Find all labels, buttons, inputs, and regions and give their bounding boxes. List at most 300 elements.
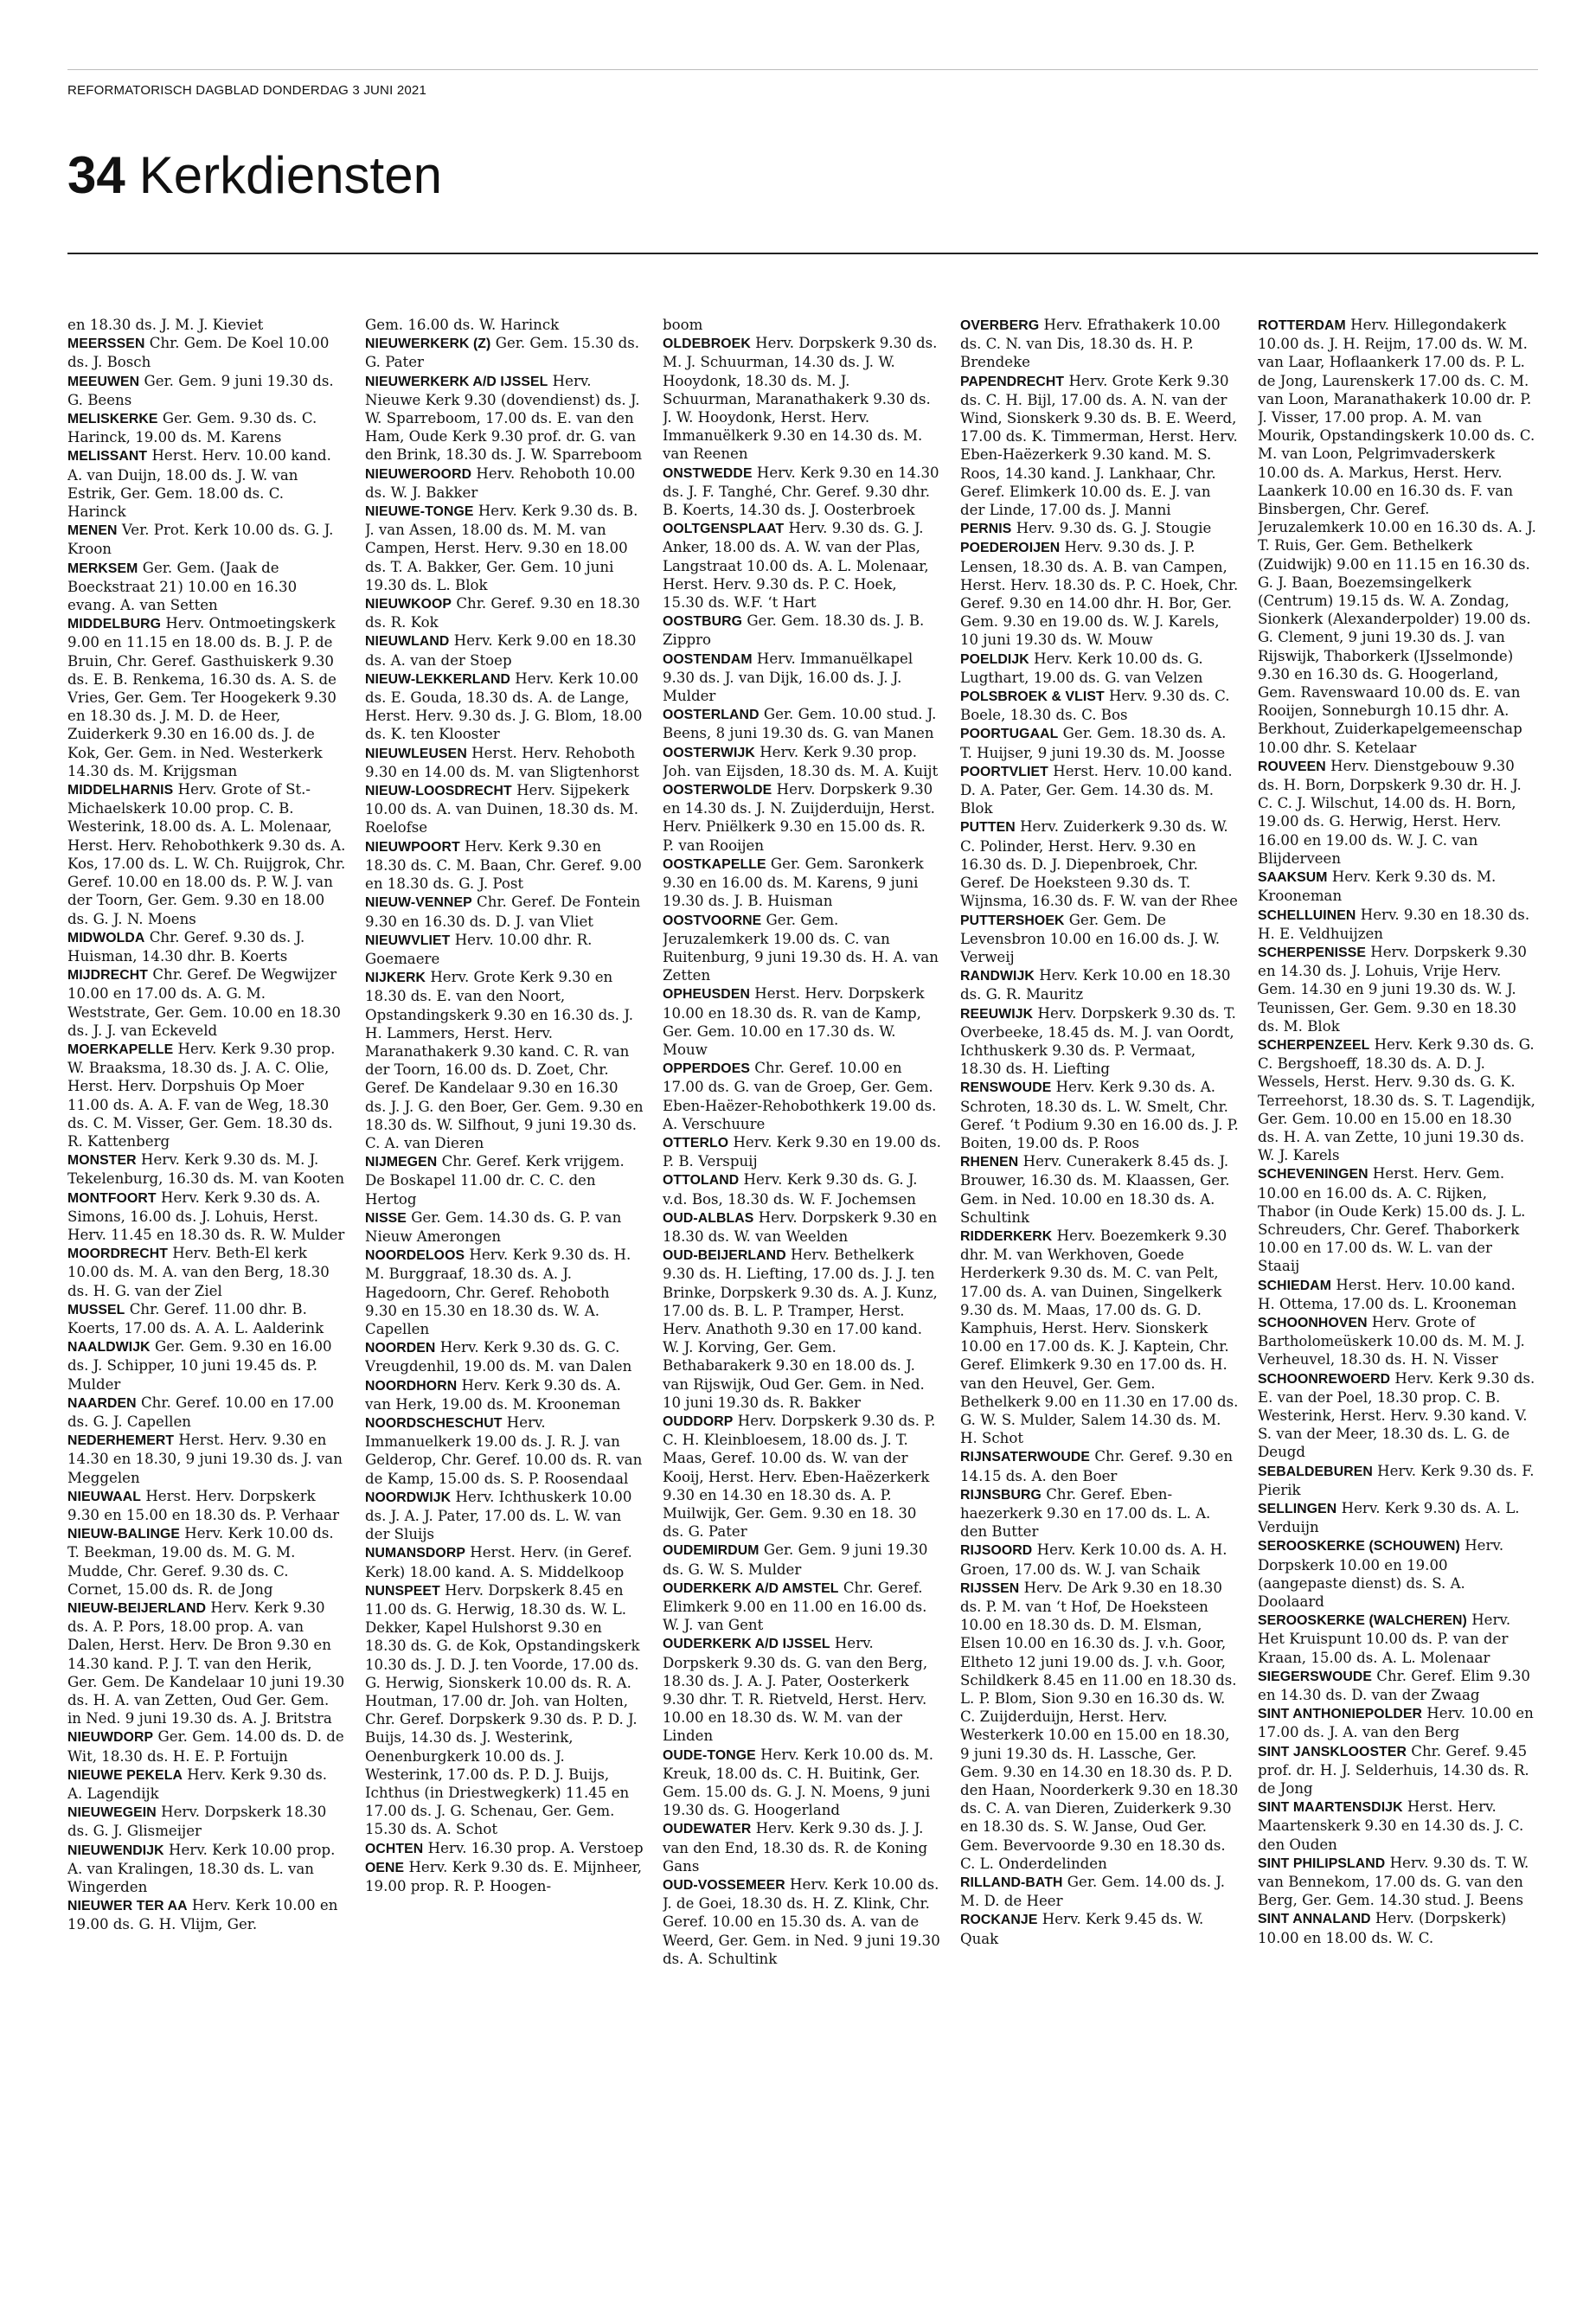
service-details: Herv. 10.00 en 17.00 ds. J. A. van den Berg [1258,1705,1534,1741]
service-details: Ger. Gem. 9 juni 19.30 ds. G. W. S. Mulder [663,1541,928,1578]
place-name: POELDIJK [960,651,1029,667]
place-name: MEEUWEN [67,374,140,389]
place-name: SCHERPENISSE [1258,945,1366,960]
place-name: RILLAND-BATH [960,1875,1063,1891]
listing-entry [365,316,644,334]
listing-entry [663,1059,941,1133]
column-1 [67,316,346,2279]
service-details: Herst. Herv. Dorpskerk 10.00 en 18.30 ds. R. van de Kamp, Ger. Gem. 10.00 en 17.30 ds. W. Mouw [663,985,925,1058]
listing-entry [67,1337,346,1394]
top-rule [67,69,1538,70]
listing-entry [365,1543,644,1580]
service-details: Herv. Dorpskerk 10.00 en 19.00 (aangepaste dienst) ds. S. A. Doolaard [1258,1537,1504,1611]
listing-entry [67,1896,346,1933]
listing-entry [663,984,941,1059]
service-details: Herv. Kerk 9.30 ds. A. P. Pors, 18.00 prop. A. van Dalen, Herst. Herv. De Bron 9.30 en 14.30 kand. P. J. T. van den Herik, Ger. Gem. De Kandelaar 10 juni 19.30 ds. H. A. van Zetten, Oud Ger. Gem. in Ned. 9 juni 19.30 ds. A. J. Britstra [67,1599,345,1727]
service-details: Herv. Dorpskerk 9.30 ds. G. van den Berg, 18.30 ds. J. A. J. Pater, Oosterkerk 9.30 dhr. T. R. Rietveld, Herst. Herv. 10.00 en 18.30 ds. W. M. van der Linden [663,1635,928,1745]
place-name: OUD-ALBLAS [663,1210,754,1226]
listing-entry [663,334,941,463]
service-details: Herv. Nieuwe Kerk 9.30 (dovendienst) ds. J. W. Sparreboom, 17.00 ds. E. van den Ham, Oude Kerk 9.30 prof. dr. G. van den Brink, 18.30 ds. J. W. Sparreboom [365,372,643,464]
listing-entry [1258,1369,1536,1462]
place-name: OUDERKERK A/D IJSSEL [663,1637,830,1652]
place-name: NIEUWERKERK A/D IJSSEL [365,374,548,389]
place-name: OUDDORP [663,1413,734,1429]
service-details: Chr. Geref. 9.30 en 14.15 ds. A. den Boer [960,1448,1234,1484]
service-details: Herv. Kerk 10.00 ds. M. Kreuk, 18.00 ds. C. H. Buitink, Ger. Gem. 15.00 ds. G. J. N. Moens, 9 juni 19.30 ds. G. Hoogerland [663,1746,934,1819]
service-details: Chr. Geref. Eben-haezerkerk 9.30 en 17.00 ds. L. A. den Butter [960,1485,1211,1541]
place-name: NIEUW-BEIJERLAND [67,1601,207,1617]
place-name: PUTTEN [960,820,1016,836]
place-name: NIEUWLEUSEN [365,746,467,761]
listing-entry [663,519,941,612]
place-name: NIEUWEGEIN [67,1805,157,1821]
listing-entry [1258,1611,1536,1667]
place-name: NIEUWE-TONGE [365,504,474,520]
listing-entry [960,538,1239,649]
place-name: REEUWIJK [960,1006,1034,1022]
service-details: Herv. 9.30 ds. C. Boele, 18.30 ds. C. Bos [960,688,1230,724]
listing-entry [663,1133,941,1170]
service-details: Herst. Herv. 9.30 en 14.30 en 18.30, 9 juni 19.30 ds. J. van Meggelen [67,1432,343,1486]
column-4 [960,316,1239,2279]
place-name: MEERSSEN [67,336,145,352]
service-details: Herv. Kerk 9.30 ds. A. L. Verduijn [1258,1500,1520,1536]
service-details: Herv. Dorpskerk 9.30 en 14.30 ds. J. Lohuis, Vrije Herv. Gem. 14.30 en 9 juni 19.30 ds. W. J. Teunissen, Ger. Gem. 9.30 en 18.30 ds. M. Blok [1258,943,1527,1035]
service-details: Herv. Sijpekerk 10.00 ds. A. van Duinen, 18.30 ds. M. Roelofse [365,782,639,836]
place-name: SINT JANSKLOOSTER [1258,1744,1407,1759]
service-details: Herv. Rehoboth 10.00 ds. W. J. Bakker [365,465,636,501]
place-name: MENEN [67,523,118,539]
place-name: NIEUW-LOOSDRECHT [365,784,512,799]
service-details: Herv. 9.30 ds. T. W. van Bennekom, 17.00 ds. G. van den Berg, Ger. Gem. 14.30 stud. J. Beens [1258,1854,1529,1909]
service-details: Herst. Herv. 10.00 kand. A. van Duijn, 18.00 ds. J. W. van Estrik, Ger. Gem. 18.00 ds. C. Harinck [67,447,331,521]
listing-entry [1258,1164,1536,1275]
service-details: Herv. Kerk 9.30 ds. G. C. Bergshoeff, 18.30 ds. A. D. J. Wessels, Herst. Herv. 9.30 ds. G. K. Terreehorst, 18.30 ds. S. T. Lagendijk, Ger. Gem. 10.00 en 15.00 en 18.30 ds. H. A. van Zette, 10 juni 19.30 ds. W. J. Karels [1258,1035,1535,1164]
listing-entry [1258,943,1536,1035]
service-details: Herv. Kerk 9.30 ds. A. Simons, 16.00 ds. J. Lohuis, Herst. Herv. 11.45 en 18.30 ds. R. W. Mulder [67,1189,345,1243]
place-name: SCHOONREWOERD [1258,1371,1391,1387]
service-details: Ver. Prot. Kerk 10.00 ds. G. J. Kroon [67,522,334,558]
service-details: Herv. Kerk 10.00 en 19.00 ds. G. H. Vlijm, Ger. [67,1897,338,1933]
place-name: RIJNSATERWOUDE [960,1450,1091,1465]
place-name: NOORDEN [365,1341,436,1356]
listing-entry [365,744,644,781]
service-details: Ger. Gem. Saronkerk 9.30 en 16.00 ds. M. Karens, 9 juni 19.30 ds. J. B. Huisman [663,855,924,910]
service-details: Ger. Gem. 18.30 ds. J. B. Zippro [663,612,925,649]
place-name: OUDEMIRDUM [663,1543,760,1559]
listing-entry [1258,1667,1536,1704]
place-name: OOSTENDAM [663,651,753,667]
service-details: Herv. Dorpskerk 9.30 ds. T. Overbeeke, 18.45 ds. M. J. van Oordt, Ichthuskerk 9.30 ds. P. Vermaat, 18.30 ds. H. Liefting [960,1004,1236,1078]
listing-entry [960,911,1239,967]
listing-entry [960,1910,1239,1947]
place-name: NEDERHEMERT [67,1433,175,1449]
service-details: boom [663,317,703,333]
service-details: Ger. Gem. 9 juni 19.30 ds. G. Beens [67,372,334,408]
listing-entry [67,1766,346,1803]
place-name: PAPENDRECHT [960,374,1065,389]
place-name: NOORDELOOS [365,1248,465,1264]
place-name: OOSTERWIJK [663,745,755,760]
listing-entry [1258,1704,1536,1741]
service-details: Herv. Grote Kerk 9.30 en 18.30 ds. E. van den Noort, Opstandingskerk 9.30 en 16.30 ds. J. H. Lammers, Herst. Herv. Maranathakerk 9.30 kand. C. R. van der Toorn, 16.00 ds. D. Zoet, Chr. Geref. De Kandelaar 9.30 en 16.30 ds. J. J. G. den Boer, Ger. Gem. 9.30 en 18.30 ds. W. Silfhout, 9 juni 19.30 ds. C. A. van Dieren [365,969,644,1151]
place-name: MIDDELHARNIS [67,783,174,798]
place-name: NIEUWENDIJK [67,1843,164,1858]
listing-entry [67,1431,346,1487]
service-details: Herv. Kerk 10.00 en 18.30 ds. G. R. Mauritz [960,967,1231,1003]
listing-entry [365,781,644,837]
service-details: Herv. Kerk 10.00 ds. T. Beekman, 19.00 ds. M. G. M. Mudde, Chr. Geref. 9.30 ds. C. Cornet, 15.00 ds. R. de Jong [67,1525,334,1598]
listing-entry [67,559,346,615]
service-details: Herv. (Dorpskerk) 10.00 en 18.00 ds. W. C. [1258,1910,1507,1946]
listing-entry [663,1875,941,1968]
place-name: OCHTEN [365,1841,424,1856]
listing-entry [67,1189,346,1245]
service-details: Herv. 9.30 ds. G. J. Anker, 18.00 ds. A. W. van der Plas, Langstraat 10.00 ds. A. L. Molenaar, Herst. Herv. 9.30 ds. P. C. Hoek, 15.30 ds. W.F. ‘t Hart [663,520,929,612]
listing-entry [1258,1499,1536,1536]
section-title: Kerkdiensten [138,146,442,204]
service-details: Herst. Herv. 10.00 kand. H. Ottema, 17.00 ds. L. Krooneman [1258,1276,1517,1312]
place-name: OTTERLO [663,1135,729,1150]
place-name: RIJNSBURG [960,1487,1042,1503]
service-details: Herv. Cunerakerk 8.45 ds. J. Brouwer, 16.30 ds. M. Klaassen, Ger. Gem. in Ned. 10.00 en 18.30 ds. A. Schultink [960,1153,1230,1226]
listing-entry [365,1376,644,1413]
service-details: Herv. Kerk 9.30 ds. M. Krooneman [1258,868,1497,905]
place-name: NIEUWKOOP [365,597,452,612]
service-details: Herv. Hillegondakerk 10.00 ds. J. H. Reijm, 17.00 ds. W. M. van Laar, Hoflaankerk 17.00 ds. P. L. de Jong, Laurenskerk 17.00 ds. C. M. van Loon, Maranathakerk 10.00 dr. P. J. Visser, 17.00 prop. A. M. van Mourik, Opstandingskerk 10.00 ds. C. M. van Loon, Pelgrimvaderskerk 10.00 ds. A. Markus, Herst. Herv. Laankerk 10.00 en 16.30 ds. F. van Binsbergen, Chr. Geref. Jeruzalemkerk 10.00 en 16.30 ds. A. J. T. Ruis, Ger. Gem. Bethelkerk (Zuidwijk) 9.00 en 11.15 en 16.30 ds. G. J. Baan, Boezemsingelkerk (Centrum) 19.15 ds. W. A. Zondag, Sionkerk (Alexanderpolder) 19.00 ds. G. Clement, 9 juni 19.30 ds. J. van Rijswijk, Thaborkerk (IJsselmonde) 9.30 en 16.30 ds. G. Hoogerland, Gem. Ravenswaard 10.00 ds. E. van Rooijen, Sonneburgh 10.15 dhr. A. Berkhout, Zuiderkapelgemeenschap 10.00 dhr. S. Ketelaar [1258,317,1536,756]
place-name: POLSBROEK & VLIST [960,689,1105,705]
service-details: Herv. Kerk 9.30 ds. J. J. van den End, 18.30 ds. R. de Koning Gans [663,1820,928,1875]
service-details: Herst. Herv. Rehoboth 9.30 en 14.00 ds. M. van Sligtenhorst [365,744,639,780]
service-details: Chr. Geref. 9.30 en 18.30 ds. R. Kok [365,595,640,631]
service-details: Herst. Herv. (in Geref. Kerk) 18.00 kand. A. S. Middelkoop [365,1544,632,1580]
place-name: OPPERDOES [663,1061,750,1077]
place-name: SEROOSKERKE (WALCHEREN) [1258,1613,1467,1629]
place-name: SCHOONHOVEN [1258,1315,1368,1330]
listing-entry [365,631,644,669]
listing-entry [960,966,1239,1003]
service-details: Ger. Gem. 10.00 stud. J. Beens, 8 juni 19.30 ds. G. van Manen [663,706,937,742]
service-details: Herv. Kerk 9.30 ds. B. J. van Assen, 18.00 ds. M. M. van Campen, Herst. Herv. 9.30 en 18.00 ds. T. A. Bakker, Ger. Gem. 10 juni 19.30 ds. L. Blok [365,503,638,593]
place-name: SINT ANTHONIEPOLDER [1258,1707,1423,1722]
listing-entry [1258,1536,1536,1611]
masthead: REFORMATORISCH DAGBLAD DONDERDAG 3 JUNI 2021 [67,83,426,98]
place-name: SAAKSUM [1258,870,1328,886]
service-details: Herv. Kerk 9.30 en 19.00 ds. P. B. Verspuij [663,1133,941,1170]
place-name: NAALDWIJK [67,1340,151,1356]
listing-entry [663,464,941,520]
place-name: NOORDSCHESCHUT [365,1415,503,1431]
service-details: Ger. Gem. 9.30 ds. C. Harinck, 19.00 ds. M. Karens [67,410,317,446]
page-number: 34 [67,146,125,204]
place-name: NIEUW-VENNEP [365,895,472,911]
place-name: NIEUWLAND [365,634,450,650]
listing-entry [1258,1035,1536,1164]
service-details: Chr. Geref. 9.30 ds. J. Huisman, 14.30 dhr. B. Koerts [67,928,305,965]
listing-entry [960,687,1239,724]
listing-entry [67,1599,346,1727]
service-details: Herst. Herv. 10.00 kand. D. A. Pater, Ger. Gem. 14.30 ds. M. Blok [960,762,1233,817]
service-details: Herv. Immanuëlkapel 9.30 ds. J. van Dijk, 16.00 ds. J. J. Mulder [663,650,913,705]
service-details: Herv. Boezemkerk 9.30 dhr. M. van Werkhoven, Goede Herderkerk 9.30 ds. M. C. van Pelt, 17.00 ds. A. van Duinen, Singelkerk 9.30 ds. M. Maas, 17.00 ds. G. D. Kamphuis, Herst. Herv. Sionskerk 10.00 en 17.00 ds. K. J. Kaptein, Chr. Geref. Elimkerk 9.30 en 17.00 ds. H. van den Heuvel, Ger. Gem. Bethelkerk 9.00 en 11.30 en 17.00 ds. G. W. S. Mulder, Salem 14.30 ds. M. H. Schot [960,1227,1239,1447]
service-details: en 18.30 ds. J. M. J. Kieviet [67,317,264,333]
place-name: MERKSEM [67,561,138,576]
place-name: SCHERPENZEEL [1258,1037,1370,1053]
place-name: NIEUWDORP [67,1730,154,1746]
place-name: NAARDEN [67,1395,137,1411]
service-details: Herst. Herv. Gem. 10.00 en 16.00 ds. A. C. Rijken, Thabor (in Oude Kerk) 15.00 ds. J. L. Schreuders, Chr. Geref. Thaborkerk 10.00 en 17.00 ds. W. L. van der Staaij [1258,1165,1526,1275]
place-name: MELISKERKE [67,412,158,427]
service-details: Herv. Kerk 9.30 ds. A. Lagendijk [67,1766,328,1803]
place-name: OPHEUSDEN [663,987,750,1003]
listing-entry [67,1803,346,1840]
place-name: ROTTERDAM [1258,318,1346,333]
place-name: MONSTER [67,1153,137,1169]
listing-entry [365,670,644,744]
service-details: Chr. Geref. 9.45 prof. dr. H. J. Selderhuis, 14.30 ds. R. de Jong [1258,1742,1529,1798]
listing-entry [67,780,346,928]
place-name: NOORDWIJK [365,1490,452,1505]
place-name: SINT MAARTENSDIJK [1258,1800,1403,1816]
service-details: Herv. Immanuelkerk 19.00 ds. J. R. J. van Gelderop, Chr. Geref. 10.00 ds. R. van de Kamp, 15.00 ds. S. P. Roosendaal [365,1413,643,1487]
listing-entry [67,316,346,334]
place-name: OOLTGENSPLAAT [663,522,785,537]
service-details: Chr. Geref. De Fontein 9.30 en 16.30 ds. D. J. van Vliet [365,894,641,930]
service-details: Herv. Kerk 9.45 ds. W. Quak [960,1911,1204,1947]
place-name: MIDDELBURG [67,617,162,632]
listing-entry [663,1746,941,1820]
place-name: OOSTVOORNE [663,913,762,928]
service-details: Herv. De Ark 9.30 en 18.30 ds. P. M. van ‘t Hof, De Hoeksteen 10.00 en 18.30 ds. D. M. Elsman, Elsen 10.00 en 16.30 ds. J. v.h. Goor, Eltheto 12 juni 19.00 ds. J. v.h. Goor, Schildkerk 8.45 en 11.00 en 18.30 ds. L. P. Blom, Sion 9.30 en 16.30 ds. W. C. Zuijderduijn, Herst. Herv. Westerkerk 10.00 en 15.00 en 18.30, 9 juni 19.30 ds. H. Lassche, Ger. Gem. 9.30 en 14.30 en 18.30 ds. P. D. den Haan, Noorderkerk 9.30 en 18.30 ds. C. A. van Dieren, Zuiderkerk 9.30 en 18.30 ds. S. W. Janse, Oud Ger. Gem. Bevervoorde 9.30 en 18.30 ds. C. L. Onderdelinden [960,1579,1239,1872]
service-details: Herv. Dorpskerk 9.30 ds. P. C. H. Kleinbloesem, 18.00 ds. J. T. Maas, Geref. 10.00 ds. W. van der Kooij, Herst. Herv. Eben-Haëzerkerk 9.30 en 14.30 en 18.30 ds. A. P. Muilwijk, Ger. Gem. 9.30 en 18. 30 ds. G. Pater [663,1412,936,1541]
listing-entry [365,1152,644,1208]
place-name: RIJSOORD [960,1543,1033,1559]
place-name: MONTFOORT [67,1190,157,1206]
service-details: Herv. Kerk 9.30 en 18.30 ds. C. M. Baan, Chr. Geref. 9.00 en 18.30 ds. G. J. Post [365,837,642,893]
place-name: NOORDHORN [365,1378,458,1394]
service-details: Herv. Kerk 10.00 ds. G. Lugthart, 19.00 ds. G. van Velzen [960,650,1203,686]
place-name: OUD-BEIJERLAND [663,1248,786,1264]
place-name: NISSE [365,1210,407,1226]
place-name: RANDWIJK [960,969,1035,984]
column-3 [663,316,941,2279]
place-name: ROUVEEN [1258,759,1326,774]
service-details: Ger. Gem. 14.00 ds. D. de Wit, 18.30 ds. H. E. P. Fortuijn [67,1728,344,1765]
service-details: Herv. Kerk 9.30 prop. Joh. van Eijsden, 18.30 ds. M. A. Kuijt [663,743,939,779]
service-details: Herv. Dorpskerk 9.30 ds. M. J. Schuurman, 14.30 ds. J. W. Hooydonk, 18.30 ds. M. J. Schuurman, Maranathakerk 9.30 ds. J. W. Hooydonk, Herst. Herv. Immanuëlkerk 9.30 en 14.30 ds. M. van Reenen [663,335,938,463]
service-details: Gem. 16.00 ds. W. Harinck [365,317,560,333]
place-name: OOSTERWOLDE [663,783,772,798]
place-name: OVERBERG [960,318,1040,333]
listing-entry [365,465,644,502]
place-name: OUDE-TONGE [663,1747,756,1763]
service-details: Herv. Kerk 9.30 ds. A. van Herk, 19.00 ds. M. Krooneman [365,1376,621,1413]
service-details: Herv. Dienstgebouw 9.30 ds. H. Born, Dorpskerk 9.30 dr. H. J. C. C. J. Wilschut, 14.00 ds. H. Born, 19.00 ds. G. Herwig, Herst. Herv. 16.00 en 19.00 ds. W. J. C. van Blijderveen [1258,757,1522,867]
listing-entry [67,614,346,780]
place-name: POEDEROIJEN [960,541,1061,556]
listing-entry [663,612,941,649]
listing-entry [663,1634,941,1745]
service-details: Herv. Dorpskerk 8.45 en 11.00 ds. G. Herwig, 18.30 ds. W. L. Dekker, Kapel Hulshorst 9.30 en 18.30 ds. G. de Kok, Opstandingskerk 10.30 ds. J. D. J. ten Voorde, 17.00 ds. G. Herwig, Sionskerk 10.00 ds. R. A. Houtman, 17.00 dr. Joh. van Holten, Chr. Geref. Dorpskerk 9.30 ds. P. D. J. Buijs, 14.30 ds. J. Westerink, Oenenburgkerk 10.00 ds. J. Westerink, 17.00 ds. P. D. J. Buijs, Ichthus (in Driestwegkerk) 11.45 en 17.00 ds. J. G. Schenau, Ger. Gem. 15.30 ds. A. Schot [365,1581,640,1838]
listing-entry [663,1170,941,1208]
service-details: Herv. Kerk 9.30 ds. G. J. v.d. Bos, 18.30 ds. W. F. Jochemsen [663,1171,918,1208]
service-details: Chr. Geref. Elimkerk 9.00 en 11.00 en 16.00 ds. W. J. van Gent [663,1579,927,1634]
service-details: Herv. Zuiderkerk 9.30 ds. W. C. Polinder, Herst. Herv. 9.30 en 16.30 ds. D. J. Diepenbroek, Chr. Geref. De Hoeksteen 9.30 ds. T. Wijnsma, 16.30 ds. F. W. van der Rhee [960,818,1238,910]
service-details: Herv. Kerk 9.30 ds. E. Mijnheer, 19.00 prop. R. P. Hoogen- [365,1858,643,1895]
listing-entry [67,1040,346,1150]
place-name: MIDWOLDA [67,930,145,945]
listing-entry [365,1413,644,1488]
service-details: Herv. Kerk 9.00 en 18.30 ds. A. van der Stoep [365,632,637,669]
listing-entry [663,911,941,985]
service-details: Ger. Gem. 14.00 ds. J. M. D. de Heer [960,1874,1225,1910]
listing-entry [960,1485,1239,1541]
listing-entry [1258,1909,1536,1946]
service-details: Herv. Ontmoetingskerk 9.00 en 11.15 en 18.00 ds. B. J. P. de Bruin, Chr. Geref. Gasthuiskerk 9.30 ds. E. B. Renkema, 16.30 ds. A. S. de Vries, Ger. Gem. Ter Hoogekerk 9.30 en 18.30 ds. J. M. D. de Heer, Zuiderkerk 9.30 en 16.00 ds. J. de Kok, Ger. Gem. in Ned. Westerkerk 14.30 ds. M. Krijgsman [67,615,337,779]
place-name: NUMANSDORP [365,1546,465,1561]
column-5 [1258,316,1536,2279]
service-details: Herv. Kerk 9.30 ds. F. Pierik [1258,1462,1535,1498]
listing-entry [663,855,941,911]
service-details: Chr. Geref. 11.00 dhr. B. Koerts, 17.00 ds. A. A. L. Aalderink [67,1300,324,1336]
place-name: SIEGERSWOUDE [1258,1669,1372,1684]
listing-entry [960,650,1239,687]
service-details: Ger. Gem. (Jaak de Boeckstraat 21) 10.00 en 16.30 evang. A. van Setten [67,559,298,614]
service-details: Herv. 9.30 ds. G. J. Stougie [1016,520,1212,537]
service-details: Ger. Gem. Jeruzalemkerk 19.00 ds. C. van Ruitenburg, 9 juni 19.30 ds. H. A. van Zetten [663,911,939,984]
place-name: RIJSSEN [960,1580,1020,1596]
service-details: Herv. Grote of St.-Michaelskerk 10.00 prop. C. B. Westerink, 18.00 ds. A. L. Molenaar, Herst. Herv. Rehobothkerk 9.30 ds. A. Kos, 17.00 ds. L. W. Ch. Ruijgrok, Chr. Geref. 10.00 en 18.00 ds. P. W. J. van der Toorn, Ger. Gem. 9.30 en 18.00 ds. G. J. N. Moens [67,781,346,927]
service-details: Chr. Geref. Kerk vrijgem. De Boskapel 11.00 dr. C. C. den Hertog [365,1153,625,1208]
listing-entry [67,928,346,965]
place-name: POORTVLIET [960,764,1048,779]
place-name: NIEUWE PEKELA [67,1767,183,1783]
service-details: Herv. Grote Kerk 9.30 ds. C. H. Bijl, 17.00 ds. A. N. van der Wind, Sionskerk 9.30 ds. B. E. Weerd, 17.00 ds. K. Timmerman, Herst. Herv. Eben-Haëzerkerk 9.30 kand. M. S. Roos, 14.30 kand. J. Lankhaar, Chr. Geref. Elimkerk 10.00 ds. E. J. van der Linde, 17.00 ds. J. Manni [960,372,1238,519]
service-details: Herv. Dorpskerk 9.30 en 14.30 ds. J. N. Zuijderduijn, Herst. Herv. Pniëlkerk 9.30 en 15.00 ds. R. P. van Rooijen [663,781,935,854]
listing-entry [365,931,644,968]
listing-entry [67,1394,346,1431]
place-name: MELISSANT [67,449,148,465]
listing-entry [960,1447,1239,1484]
listing-entry [67,1487,346,1524]
listing-entry [663,316,941,334]
listing-entry [67,446,346,521]
listing-entry [67,521,346,558]
service-details: Ger. Gem. De Levensbron 10.00 en 16.00 ds. J. W. Verweij [960,911,1221,965]
listing-entry [365,334,644,371]
service-details: Chr. Geref. 10.00 en 17.00 ds. G. van de Groep, Ger. Gem. Eben-Haëzer-Rehobothkerk 19.00 ds. A. Verschuure [663,1060,937,1132]
place-name: MOORDRECHT [67,1247,168,1262]
place-name: NIEUWPOORT [365,839,460,855]
place-name: SCHIEDAM [1258,1278,1332,1293]
place-name: SCHELLUINEN [1258,907,1356,923]
listing-entry [365,968,644,1152]
listing-entry [1258,1462,1536,1499]
place-name: OOSTKAPELLE [663,856,766,872]
service-details: Herv. 16.30 prop. A. Verstoep [427,1839,644,1856]
place-name: OUD-VOSSEMEER [663,1878,785,1894]
page-title [67,145,442,206]
service-details: Herv. Kerk 9.30 ds. G. C. Vreugdenhil, 19.00 ds. M. van Dalen [365,1339,632,1375]
listing-entry [663,1246,941,1412]
place-name: ROCKANJE [960,1913,1038,1928]
place-name: OUDEWATER [663,1822,752,1837]
service-details: Herv. 9.30 ds. J. P. Lensen, 18.30 ds. A. B. van Campen, Herst. Herv. 18.30 ds. P. C. Hoek, Chr. Geref. 9.30 en 14.00 dhr. H. Bor, Ger. Gem. 9.30 en 19.00 ds. W. J. Karels, 10 juni 19.30 ds. W. Mouw [960,539,1239,649]
listing-entry [960,817,1239,910]
listing-entry [1258,1798,1536,1854]
service-details: Herv. Kerk 9.30 ds. M. J. Tekelenburg, 16.30 ds. M. van Kooten [67,1151,345,1188]
listing-entry [365,372,644,465]
listing-entry [960,1004,1239,1079]
place-name: OENE [365,1860,405,1875]
listing-entry [1258,868,1536,905]
listing-entry [67,334,346,371]
place-name: MUSSEL [67,1302,125,1317]
listing-entry [67,1244,346,1300]
listing-entry [365,1208,644,1246]
place-name: NIEUWVLIET [365,933,451,948]
service-details: Ger. Gem. 18.30 ds. A. T. Huijser, 9 juni 19.30 ds. M. Joosse [960,725,1227,761]
place-name: OOSTBURG [663,614,743,630]
listing-entry [365,1338,644,1375]
place-name: RIDDERKERK [960,1228,1053,1244]
place-name: PERNIS [960,522,1012,537]
listing-entry [960,1579,1239,1873]
listing-entry [663,780,941,855]
listing-entry [1258,906,1536,943]
place-name: NIEUWAAL [67,1489,142,1504]
listing-entry [67,965,346,1040]
place-name: RHENEN [960,1155,1019,1170]
place-name: NIJKERK [365,971,426,986]
service-details: Herst. Herv. Dorpskerk 9.30 en 15.00 en 18.30 ds. P. Verhaar [67,1487,339,1523]
place-name: NUNSPEET [365,1583,440,1599]
listing-entry [365,594,644,631]
title-rule [67,253,1538,254]
listing-entry [67,1150,346,1188]
listing-entry [960,1227,1239,1447]
listing-entry [67,372,346,409]
listing-entry [67,1841,346,1897]
service-details: Herv. Kerk 9.30 ds. A. Schroten, 18.30 ds. L. W. Smelt, Chr. Geref. ‘t Podium 9.30 en 16.00 ds. J. P. Boiten, 19.00 ds. P. Roos [960,1079,1239,1151]
service-details: Herv. Grote of Bartholomeüskerk 10.00 ds. M. M. J. Verheuvel, 18.30 ds. H. N. Visser [1258,1313,1525,1368]
service-details: Ger. Gem. 9.30 en 16.00 ds. J. Schipper, 10 juni 19.45 ds. P. Mulder [67,1338,332,1393]
listing-entry [960,519,1239,538]
column-2 [365,316,644,2279]
listing-entry [663,1208,941,1246]
place-name: SEBALDEBUREN [1258,1464,1373,1479]
place-name: SINT ANNALAND [1258,1912,1371,1927]
listing-entry [663,650,941,706]
service-details: Herv. 10.00 dhr. R. Goemaere [365,931,593,967]
listing-entry [365,837,644,894]
listing-entry [960,1078,1239,1152]
listing-entry [365,502,644,594]
listing-entry [960,1152,1239,1227]
service-details: Herv. Kerk 9.30 ds. E. van der Poel, 18.30 prop. C. B. Westerink, Herst. Herv. 9.30 kand. V. S. van der Meer, 18.30 ds. L. G. de Deugd [1258,1369,1535,1461]
place-name: MOERKAPELLE [67,1042,174,1057]
service-details: Herv. Ichthuskerk 10.00 ds. J. A. J. Pater, 17.00 ds. L. W. van der Sluijs [365,1488,632,1543]
listing-entry [67,1727,346,1765]
listing-entry [663,1541,941,1578]
place-name: OTTOLAND [663,1173,740,1189]
service-details: Herv. Kerk 9.30 en 14.30 ds. J. F. Tanghé, Chr. Geref. 9.30 dhr. B. Koerts, 14.30 ds. J. Oosterbroek [663,464,939,519]
listing-entry [1258,1313,1536,1369]
service-details: Herv. Dorpskerk 18.30 ds. G. J. Glismeijer [67,1804,327,1840]
service-details: Herv. Kerk 10.00 ds. J. de Goei, 18.30 ds. H. Z. Klink, Chr. Geref. 10.00 en 15.30 ds. A. van de Weerd, Ger. Gem. in Ned. 9 juni 19.30 ds. A. Schultink [663,1876,940,1967]
service-details: Chr. Gem. De Koel 10.00 ds. J. Bosch [67,335,330,371]
service-details: Chr. Geref. 10.00 en 17.00 ds. G. J. Capellen [67,1394,335,1430]
